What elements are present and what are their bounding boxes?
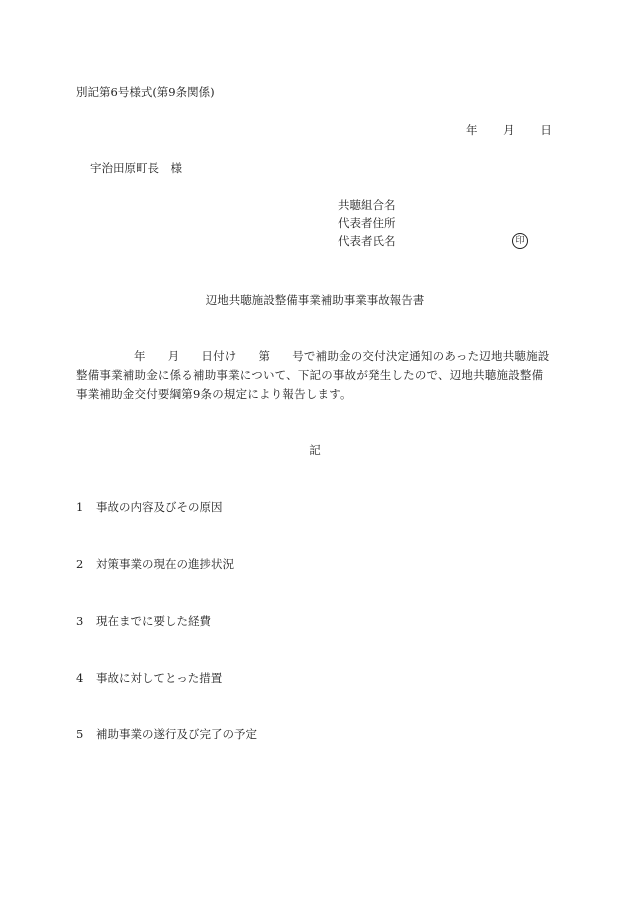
date-day: 日	[540, 123, 552, 137]
date-line	[466, 122, 552, 138]
list-item	[76, 556, 234, 572]
body-month: 月	[167, 349, 180, 363]
representative-name-label: 代表者氏名	[338, 234, 396, 248]
item-number: 5	[76, 727, 84, 741]
list-item	[76, 726, 257, 742]
body-day-dated: 日付け	[201, 349, 237, 363]
date-month: 月	[503, 123, 515, 137]
item-number: 2	[76, 557, 84, 571]
list-item	[76, 499, 223, 515]
item-label: 現在までに要した経費	[96, 614, 211, 628]
item-number: 1	[76, 500, 84, 514]
item-label: 事故の内容及びその原因	[96, 500, 223, 514]
association-name-label: 共聴組合名	[338, 198, 396, 212]
item-label: 対策事業の現在の進捗状況	[96, 557, 234, 571]
document-title: 辺地共聴施設整備事業補助事業事故報告書	[205, 293, 425, 307]
list-item	[76, 613, 211, 629]
representative-address-label: 代表者住所	[338, 216, 396, 230]
item-number: 4	[76, 671, 84, 685]
item-number: 3	[76, 614, 84, 628]
body-paragraph	[76, 347, 554, 404]
body-main-text: 号で補助金の交付決定通知のあった辺地共聴施設整備事業補助金に係る補助事業について、下記の事故が発生したので、辺地共聴施設整備事業補助金交付要綱第9条の規定により報告します。	[76, 349, 550, 401]
item-label: 事故に対してとった措置	[96, 671, 223, 685]
representative-name-row	[338, 232, 538, 250]
addressee: 宇治田原町長 様	[90, 161, 182, 175]
body-year: 年	[134, 349, 146, 363]
seal-mark: 印	[512, 233, 528, 249]
form-number: 別記第6号様式(第9条関係)	[76, 85, 215, 99]
applicant-block	[338, 196, 538, 250]
list-item	[76, 670, 222, 686]
body-dai: 第	[258, 349, 271, 363]
item-label: 補助事業の遂行及び完了の予定	[96, 727, 257, 741]
ki-heading: 記	[309, 443, 321, 457]
date-year: 年	[466, 123, 478, 137]
